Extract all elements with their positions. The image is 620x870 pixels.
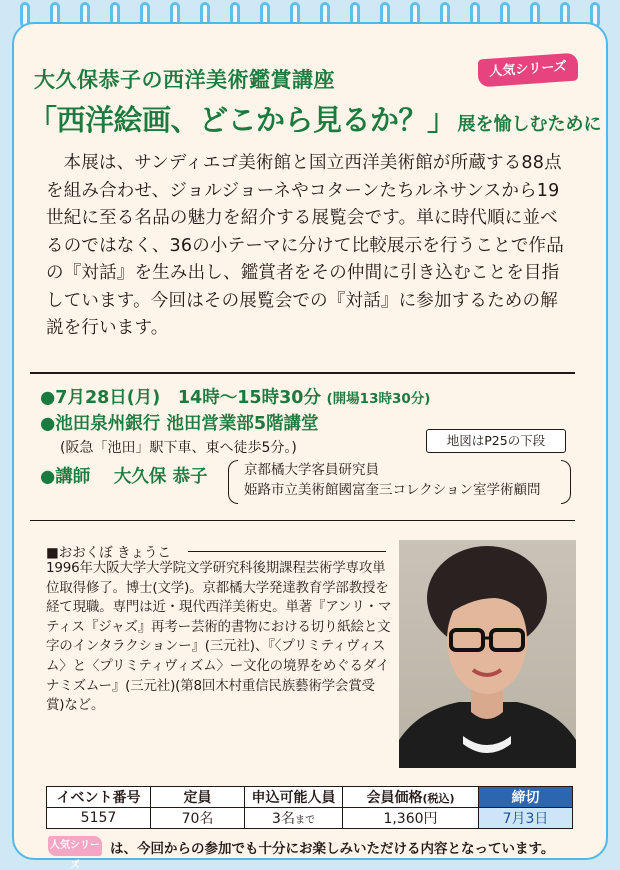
cell-available-note: まで [294,815,315,826]
venue-line [40,410,319,435]
schedule-line [40,384,430,409]
cell-available-value: 3名 [272,811,295,827]
header-event-no: イベント番号 [47,787,151,808]
lecture-title [28,98,602,139]
series-note: は、今回からの参加でも十分にお楽しみいただける内容となっています。 [110,841,555,857]
profile-text: 1996年大阪大学大学院文学研究科後期課程芸術学専攻単位取得修了。博士(文学)。京都橘大学発達教育学部教授を経て現職。専門は近・現代西洋美術史。単著『アンリ・マティス『ジャズ』再考ー芸術的書物における切り紙絵と文字のインタラクションー』(三元社)、『〈プリミティヴィスム〉と〈プリミティヴィズム〉ー文化の境界をめぐるダイナミズムー』(三元社)(第8回木村重信民族藝術学会賞受賞)など。 [46,560,392,714]
header-capacity: 定員 [151,787,245,808]
table-header-row [47,787,573,808]
lecturer-affiliation [232,460,540,504]
cell-event-no: 5157 [47,808,151,829]
schedule-time: 14時〜15時30分 [177,388,321,408]
affiliation-line-1: 京都橘大学客員研究員 [244,462,379,478]
lecture-title-main: 「西洋絵画、どこから見るか？」 [28,103,456,137]
header-price [343,787,479,808]
profile-heading-rule [188,551,386,552]
series-title: 大久保恭子の西洋美術鑑賞講座 [34,68,335,92]
header-price-note: (税込) [422,792,455,805]
venue-name: ●池田泉州銀行 池田営業部5階講堂 [40,414,319,434]
divider [30,520,575,521]
map-note: 地図はP25の下段 [426,429,566,453]
event-table [46,786,573,829]
cell-deadline: 7月3日 [479,808,573,829]
venue-access: (阪急「池田」駅下車、東へ徒歩5分。) [60,440,297,456]
schedule-open: (開場13時30分) [326,391,431,407]
intro-text: 本展は、サンディエゴ美術館と国立西洋美術館が所蔵する88点を組み合わせ、ジョルジョーネやコターンたちルネサンスから19世紀に至る名品の魅力を紹介する展覧会です。単に時代順に並べるのではなく、36の小テーマに分けて比較展示を行うことで作品の『対話』を生み出し、鑑賞者をその仲間に引き込むことを目指しています。今回はその展覧会での『対話』に参加するための解説を行います。 [46,153,564,338]
cell-available [245,808,343,829]
divider [30,372,575,374]
bracket-right [561,460,571,504]
header-available: 申込可能人員 [245,787,343,808]
lecturer-line [40,463,207,488]
cell-capacity: 70名 [151,808,245,829]
portrait-illustration [399,540,576,768]
lecturer-photo [399,540,576,768]
schedule-date: ●7月28日(月) [40,388,161,408]
popular-series-badge: 人気シリーズ [478,53,578,88]
note-series-badge: 人気シリーズ [48,836,102,856]
cell-price: 1,360円 [343,808,479,829]
lecturer-name: 大久保 恭子 [113,467,208,487]
header-price-label: 会員価格 [366,790,423,806]
lecturer-label: ●講師 [40,467,91,487]
profile-heading: ■おおくぼ きょうこ [46,545,172,561]
affiliation-line-2: 姫路市立美術館國富奎三コレクション室学術顧問 [244,482,541,498]
lecture-title-sub: 展を愉しむために [457,114,602,135]
table-row [47,808,573,829]
header-deadline: 締切 [479,787,573,808]
